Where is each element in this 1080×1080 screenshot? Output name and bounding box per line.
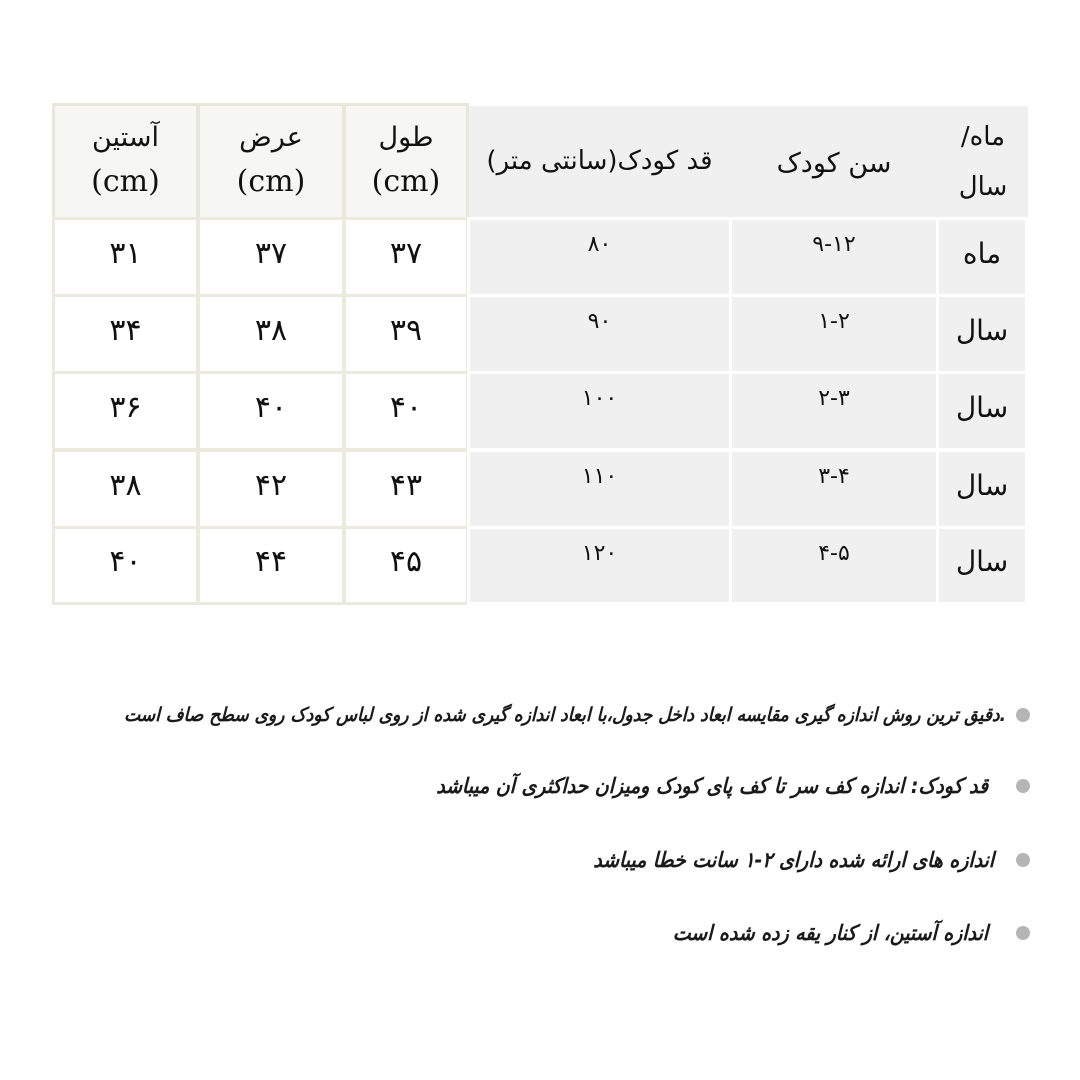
- cell-height-value: ۱۰۰: [581, 386, 618, 411]
- cell-length: [343, 217, 469, 297]
- cell-sleeve: [52, 449, 199, 529]
- header-length-unit: (cm): [371, 164, 441, 200]
- cell-unit-value: سال: [955, 313, 1009, 347]
- header-width-label: عرض: [239, 122, 303, 154]
- cell-sleeve: [52, 294, 199, 374]
- note-item: [673, 921, 1030, 945]
- header-height-label: قد کودک(سانتی متر): [486, 146, 713, 176]
- cell-width: [197, 526, 345, 605]
- header-length-label: طول: [378, 122, 434, 154]
- cell-width-value: ۴۴: [254, 544, 288, 579]
- cell-age: [729, 526, 939, 605]
- header-age: [730, 106, 938, 219]
- header-width-unit: (cm): [236, 164, 306, 200]
- note-text: .دقیق ترین روش اندازه گیری مقایسه ابعاد داخل جدول،با ابعاد اندازه گیری شده از روی لباس کودک روی سطح صاف است: [124, 704, 1006, 726]
- cell-length-value: ۴۵: [389, 544, 423, 579]
- cell-unit: [936, 526, 1028, 605]
- cell-sleeve-value: ۳۱: [109, 235, 142, 271]
- cell-height: [467, 449, 732, 529]
- header-month-label: ماه/: [960, 122, 1006, 153]
- header-age-label: سن کودک: [776, 148, 892, 179]
- cell-width-value: ۴۰: [254, 389, 288, 425]
- cell-width: [197, 217, 345, 297]
- cell-width-value: ۴۲: [254, 467, 288, 503]
- cell-length: [343, 371, 469, 451]
- cell-age-value: ۱-۲: [818, 309, 850, 334]
- cell-unit: [936, 371, 1028, 451]
- header-sleeve-label: آستین: [92, 122, 159, 154]
- cell-sleeve: [52, 371, 199, 451]
- cell-age-value: ۹-۱۲: [812, 232, 856, 257]
- cell-age: [729, 371, 939, 451]
- cell-height-value: ۸۰: [587, 232, 612, 257]
- cell-unit: [936, 449, 1028, 529]
- note-text: اندازه های ارائه شده دارای ۲-۱ سانت خطا میباشد: [593, 848, 994, 872]
- note-item: [593, 848, 1030, 872]
- cell-unit-value: سال: [955, 390, 1009, 424]
- note-text: اندازه آستین، از کنار یقه زده شده است: [672, 921, 988, 945]
- header-month-year: [938, 106, 1028, 219]
- cell-width-value: ۳۸: [254, 312, 288, 348]
- cell-sleeve: [52, 526, 199, 605]
- cell-age-value: ۳-۴: [818, 464, 850, 489]
- cell-width: [197, 371, 345, 451]
- cell-unit-value: ماه: [962, 236, 1002, 270]
- cell-unit: [936, 294, 1028, 374]
- header-width: [197, 103, 345, 220]
- cell-sleeve-value: ۳۶: [109, 389, 142, 425]
- note-text: قد کودک: اندازه کف سر تا کف پای کودک ومیزان حداکثری آن میباشد: [436, 774, 988, 798]
- cell-length-value: ۳۹: [389, 312, 423, 348]
- cell-length: [343, 526, 469, 605]
- cell-length: [343, 294, 469, 374]
- cell-height-value: ۱۲۰: [581, 541, 618, 566]
- cell-sleeve-value: ۳۴: [109, 312, 142, 348]
- cell-height: [467, 217, 732, 297]
- cell-sleeve: [52, 217, 199, 297]
- cell-length: [343, 449, 469, 529]
- cell-length-value: ۴۳: [389, 467, 423, 503]
- cell-height: [467, 526, 732, 605]
- cell-length-value: ۳۷: [389, 235, 423, 271]
- cell-width: [197, 294, 345, 374]
- cell-sleeve-value: ۳۸: [109, 467, 142, 503]
- cell-age: [729, 217, 939, 297]
- note-item: [436, 774, 1030, 798]
- cell-unit-value: سال: [955, 468, 1009, 502]
- header-length: [343, 103, 469, 220]
- cell-height: [467, 371, 732, 451]
- cell-age: [729, 294, 939, 374]
- cell-width: [197, 449, 345, 529]
- cell-height-value: ۱۱۰: [581, 464, 618, 489]
- cell-age: [729, 449, 939, 529]
- cell-age-value: ۲-۳: [818, 386, 850, 411]
- header-height: [469, 106, 730, 219]
- cell-unit: [936, 217, 1028, 297]
- size-chart-table: [52, 103, 1028, 605]
- bullet-icon: [1016, 853, 1030, 867]
- cell-sleeve-value: ۴۰: [109, 544, 142, 579]
- cell-unit-value: سال: [955, 545, 1009, 578]
- bullet-icon: [1016, 926, 1030, 940]
- cell-age-value: ۴-۵: [818, 541, 850, 566]
- bullet-icon: [1016, 708, 1030, 722]
- cell-height: [467, 294, 732, 374]
- header-year-label: سال: [958, 171, 1008, 202]
- header-sleeve: [52, 103, 199, 220]
- cell-width-value: ۳۷: [254, 235, 288, 271]
- cell-length-value: ۴۰: [389, 389, 423, 425]
- header-sleeve-unit: (cm): [91, 164, 160, 200]
- note-item: [124, 704, 1030, 726]
- bullet-icon: [1016, 779, 1030, 793]
- cell-height-value: ۹۰: [587, 309, 612, 334]
